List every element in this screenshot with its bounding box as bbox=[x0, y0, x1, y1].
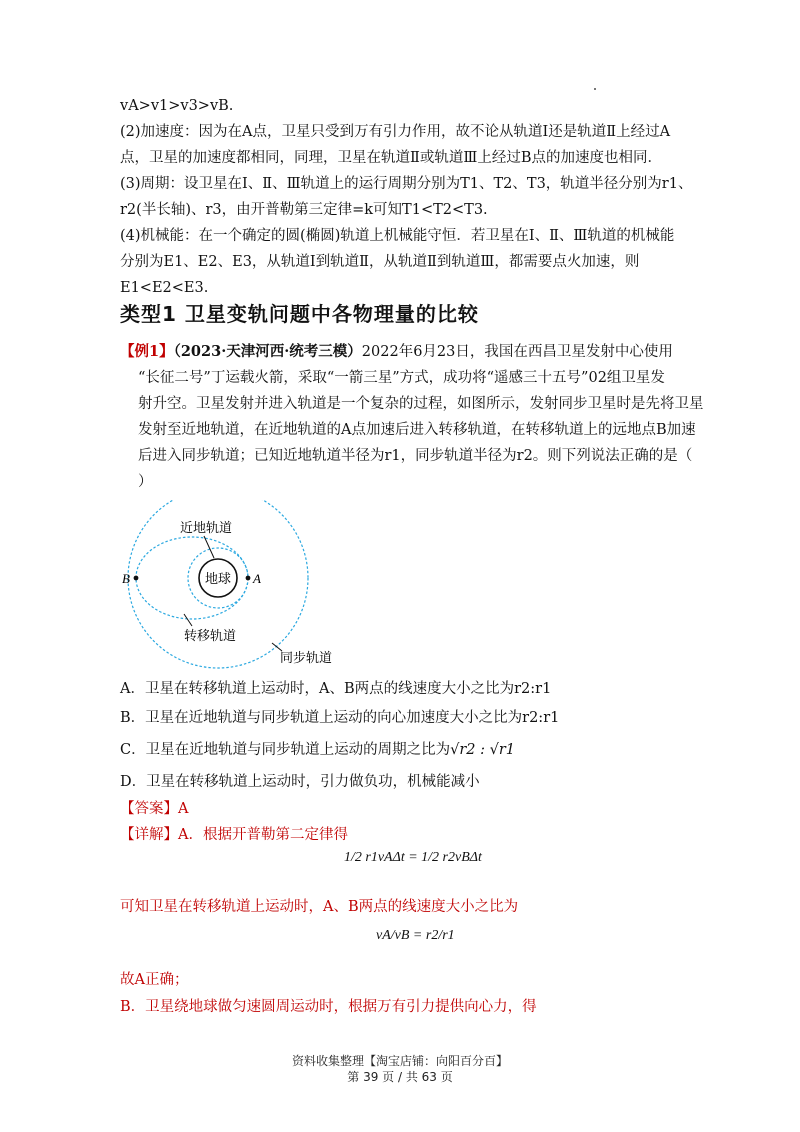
point-b-dot bbox=[134, 576, 139, 581]
option-a: A．卫星在转移轨道上运动时，A、B两点的线速度大小之比为r2:r1 bbox=[120, 681, 552, 697]
page-dot bbox=[594, 88, 596, 90]
detail-line-1 bbox=[120, 823, 680, 847]
answer-label: 【答案】 bbox=[120, 801, 178, 817]
detail-text-1: A．根据开普勒第二定律得 bbox=[178, 827, 348, 843]
answer-value: A bbox=[178, 801, 189, 817]
example-line-1 bbox=[120, 340, 680, 364]
near-orbit-label: 近地轨道 bbox=[180, 521, 233, 536]
transfer-orbit-label: 转移轨道 bbox=[184, 629, 237, 644]
transfer-orbit-pointer bbox=[184, 614, 192, 626]
example-text-1: 2022年6月23日，我国在西昌卫星发射中心使用 bbox=[361, 344, 673, 360]
near-orbit-pointer bbox=[204, 536, 214, 558]
point-b-label: B bbox=[122, 571, 130, 586]
equation-kepler: 1/2 r1vAΔt = 1/2 r2vBΔt bbox=[344, 850, 482, 865]
equation-velocity-ratio: vA/vB = r2/r1 bbox=[376, 928, 455, 943]
example-line-6: ） bbox=[138, 474, 153, 490]
sync-orbit-pointer bbox=[272, 643, 282, 651]
text-line-energy: (4)机械能：在一个确定的圆(椭圆)轨道上机械能守恒．若卫星在Ⅰ、Ⅱ、Ⅲ轨道的机械能 bbox=[120, 228, 675, 244]
text-line-period-cont: r2(半长轴)、r3，由开普勒第三定律=k可知T1<T2<T3. bbox=[120, 202, 488, 218]
point-a-dot bbox=[246, 576, 251, 581]
example-line-4: 发射至近地轨道，在近地轨道的A点加速后进入转移轨道，在转移轨道上的远地点B加速 bbox=[138, 422, 696, 438]
option-c-ratio: √r2 : √r1 bbox=[450, 742, 515, 758]
example-line-3: 射升空。卫星发射并进入轨道是一个复杂的过程，如图所示，发射同步卫星时是先将卫星 bbox=[138, 396, 704, 412]
orbit-diagram bbox=[112, 500, 372, 675]
text-line-energy-result: E1<E2<E3. bbox=[120, 280, 209, 296]
detail-line-4: B．卫星绕地球做匀速圆周运动时，根据万有引力提供向心力，得 bbox=[120, 999, 537, 1015]
example-line-5: 后进入同步轨道；已知近地轨道半径为r1，同步轨道半径为r2。则下列说法正确的是（ bbox=[138, 448, 693, 464]
detail-label: 【详解】 bbox=[120, 827, 178, 843]
footer-source: 资料收集整理【淘宝店铺：向阳百分百】 bbox=[291, 1054, 508, 1068]
sync-orbit-label: 同步轨道 bbox=[280, 651, 333, 666]
option-c bbox=[120, 738, 680, 762]
detail-line-2: 可知卫星在转移轨道上运动时，A、B两点的线速度大小之比为 bbox=[120, 899, 519, 915]
example-tag: 【例1】 bbox=[120, 343, 174, 360]
option-b: B．卫星在近地轨道与同步轨道上运动的向心加速度大小之比为r2:r1 bbox=[120, 710, 560, 726]
point-a-label: A bbox=[253, 571, 261, 586]
earth-label: 地球 bbox=[204, 572, 232, 587]
text-line-period: (3)周期：设卫星在Ⅰ、Ⅱ、Ⅲ轨道上的运行周期分别为T1、T2、T3，轨道半径分别为r1、 bbox=[120, 176, 693, 192]
text-line-velocity-order: vA>v1>v3>vB. bbox=[120, 98, 234, 114]
text-line-acceleration-cont: 点，卫星的加速度都相同，同理，卫星在轨道Ⅱ或轨道Ⅲ上经过B点的加速度也相同． bbox=[120, 150, 662, 166]
example-source: （2023·天津河西·统考三模） bbox=[173, 343, 362, 360]
example-line-2: “长征二号”丁运载火箭，采取“一箭三星”方式，成功将“遥感三十五号”02组卫星发 bbox=[138, 370, 665, 386]
option-d: D．卫星在转移轨道上运动时，引力做负功，机械能减小 bbox=[120, 774, 480, 790]
text-line-energy-cont: 分别为E1、E2、E3，从轨道Ⅰ到轨道Ⅱ，从轨道Ⅱ到轨道Ⅲ，都需要点火加速，则 bbox=[120, 254, 640, 270]
text-line-acceleration: (2)加速度：因为在A点，卫星只受到万有引力作用，故不论从轨道Ⅰ还是轨道Ⅱ上经过A bbox=[120, 124, 671, 140]
section-heading: 类型1 卫星变轨问题中各物理量的比较 bbox=[120, 302, 479, 326]
answer-line bbox=[120, 797, 680, 821]
option-c-text: C．卫星在近地轨道与同步轨道上运动的周期之比为 bbox=[120, 742, 451, 758]
footer-page-number: 第 39 页 / 共 63 页 bbox=[347, 1070, 453, 1084]
detail-line-3: 故A正确； bbox=[120, 972, 189, 988]
